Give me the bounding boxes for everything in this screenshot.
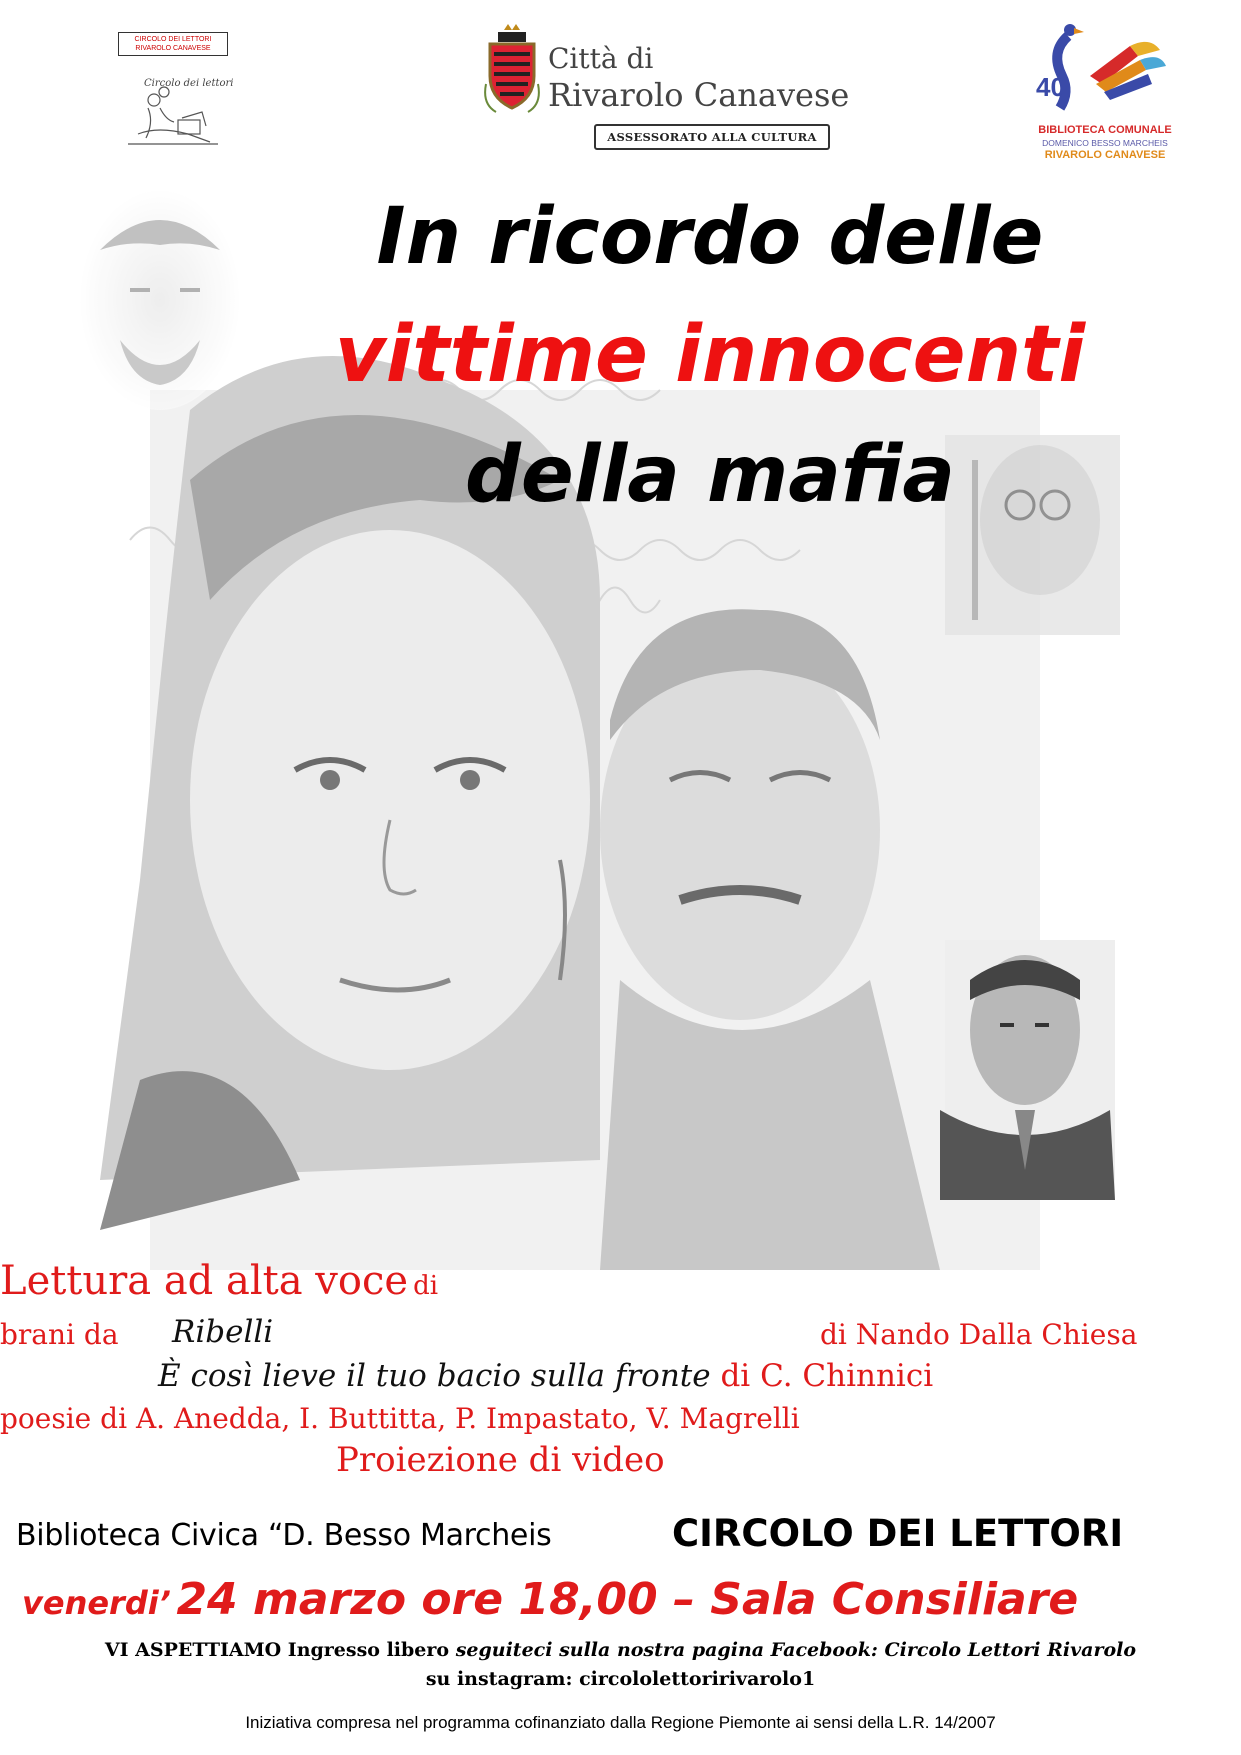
video-projection: Proiezione di video [336, 1440, 665, 1480]
book1-author: Nando Dalla Chiesa [855, 1318, 1138, 1351]
title-line-2: vittime innocenti [334, 310, 1086, 400]
book2-author: C. Chinnici [760, 1358, 934, 1394]
welcome-free-entry: VI ASPETTIAMO Ingresso libero [104, 1639, 450, 1661]
city-logo [482, 24, 882, 164]
library-logo-line2: DOMENICO BESSO MARCHEIS [1042, 138, 1168, 148]
title-line-1: In ricordo delle [376, 192, 1044, 282]
circolo-logo-line1: CIRCOLO DEI LETTORI [134, 36, 212, 43]
circolo-logo-line2: RIVAROLO CANAVESE [135, 45, 211, 52]
event-weekday: venerdi’ [22, 1584, 171, 1622]
circolo-logo-box [118, 32, 228, 56]
library-badge-number: 40 [1036, 72, 1065, 102]
portrait-man-bottom-right [940, 940, 1115, 1200]
facebook-page: seguiteci sulla nostra pagina Facebook: Circolo Lettori Rivarolo [455, 1639, 1137, 1661]
funding-note: Iniziativa compresa nel programma cofinanziato dalla Regione Piemonte ai sensi della L.R. 14/2007 [245, 1713, 996, 1732]
book2-title: È così lieve il tuo bacio sulla fronte [158, 1358, 711, 1394]
library-logo-line1: BIBLIOTECA COMUNALE [1038, 124, 1172, 136]
organizer-name: CIRCOLO DEI LETTORI [672, 1512, 1124, 1555]
portrait-top-left [80, 190, 240, 410]
readers-sketch-image [118, 62, 228, 150]
city-crest-icon [482, 24, 542, 114]
book2-line [158, 1358, 933, 1394]
instagram-line: su instagram: circololettoririvarolo1 [425, 1668, 816, 1690]
circolo-logo-script: Circolo dei lettori [144, 78, 234, 89]
lettura-di: di [413, 1271, 439, 1301]
brani-da-label: brani da [0, 1318, 119, 1351]
book-title-ribelli: Ribelli [172, 1314, 274, 1350]
city-logo-line1: Città di [548, 42, 654, 75]
city-department-box: ASSESSORATO ALLA CULTURA [594, 124, 830, 150]
book2-di: di [720, 1358, 751, 1394]
library-logo-line3: RIVAROLO CANAVESE [1044, 149, 1166, 161]
title-line-3: della mafia [465, 430, 955, 520]
lettura-heading: Lettura ad alta voce [0, 1258, 409, 1304]
library-logo [1010, 16, 1200, 166]
circolo-dei-lettori-logo [118, 32, 238, 162]
city-logo-line2: Rivarolo Canavese [548, 76, 850, 114]
event-date-time-place: 24 marzo ore 18,00 – Sala Consiliare [176, 1574, 1079, 1625]
book1-di: di [820, 1318, 847, 1351]
poets-list: A. Anedda, I. Buttitta, P. Impastato, V. Magrelli [135, 1402, 800, 1435]
event-date-line [22, 1574, 1078, 1625]
book1-author-line [820, 1318, 1137, 1351]
library-emblem-icon [1010, 16, 1200, 124]
venue-library: Biblioteca Civica “D. Besso Marcheis [16, 1518, 552, 1553]
poesie-di-label: poesie di [0, 1402, 128, 1435]
poesie-line [0, 1402, 800, 1435]
lettura-line [0, 1258, 438, 1304]
welcome-facebook-line [0, 1639, 1241, 1661]
